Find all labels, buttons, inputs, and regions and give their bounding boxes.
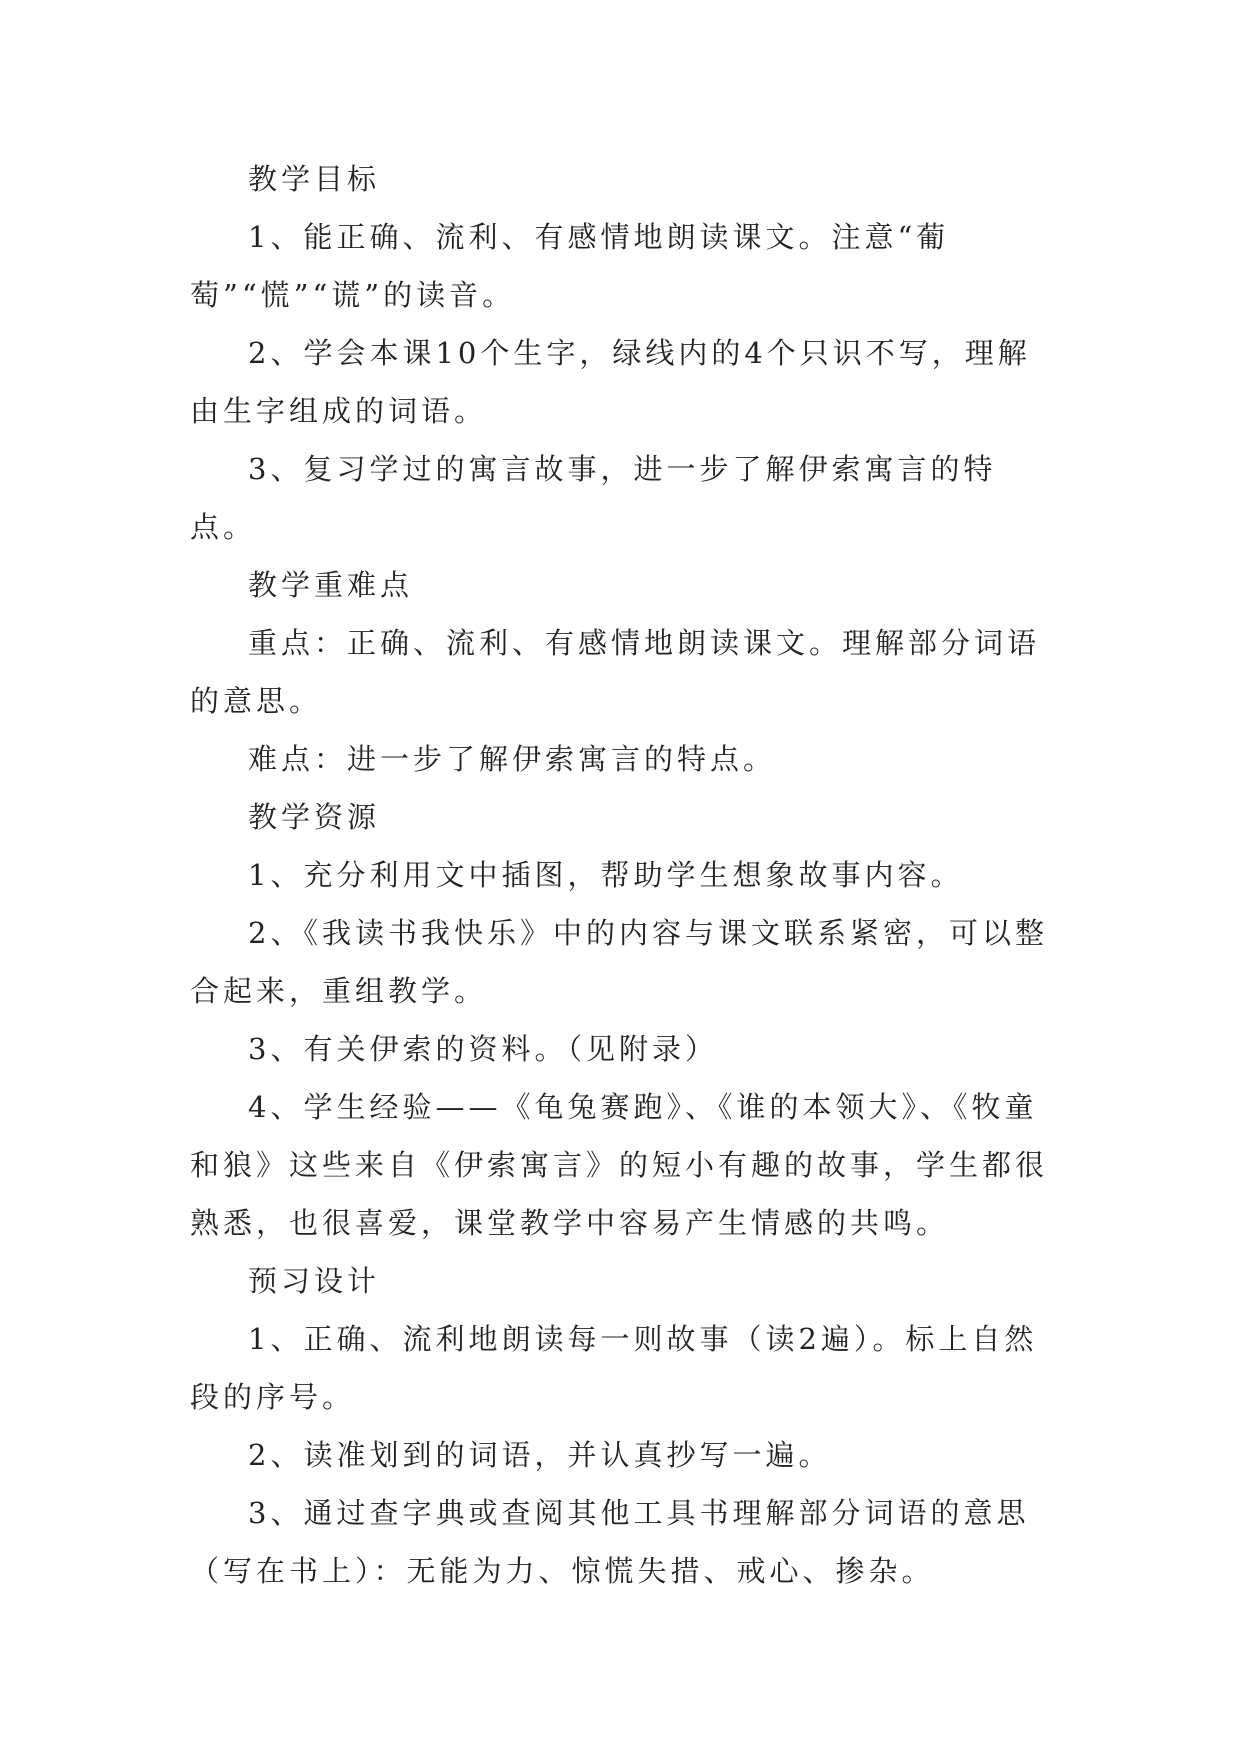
section-heading-teaching-goals: 教学目标 (248, 162, 381, 196)
goal-item-2: 2、学会本课10个生字，绿线内的4个只识不写，理解由生字组成的词语。 (190, 336, 1031, 428)
section-heading-preview: 预习设计 (248, 1264, 381, 1298)
section-heading-key-points: 教学重难点 (248, 568, 414, 602)
resource-item-1: 1、充分利用文中插图，帮助学生想象故事内容。 (248, 858, 964, 892)
key-point: 重点：正确、流利、有感情地朗读课文。理解部分词语的意思。 (190, 626, 1041, 718)
resource-item-4: 4、学生经验——《龟兔赛跑》、《谁的本领大》、《牧童和狼》这些来自《伊索寓言》的短小有趣的故事，学生都很熟悉，也很喜爱，课堂教学中容易产生情感的共鸣。 (190, 1090, 1049, 1240)
section-heading-resources: 教学资源 (248, 800, 381, 834)
goal-item-3: 3、复习学过的寓言故事，进一步了解伊索寓言的特点。 (190, 452, 997, 544)
document-body (190, 150, 1050, 1600)
resource-item-3: 3、有关伊索的资料。（见附录） (248, 1032, 718, 1066)
preview-item-1: 1、正确、流利地朗读每一则故事（读2遍）。标上自然段的序号。 (190, 1322, 1038, 1414)
preview-item-2: 2、读准划到的词语，并认真抄写一遍。 (248, 1438, 832, 1472)
resource-item-2: 2、《我读书我快乐》中的内容与课文联系紧密，可以整合起来，重组教学。 (190, 916, 1048, 1008)
goal-item-1: 1、能正确、流利、有感情地朗读课文。注意“葡萄”“慌”“谎”的读音。 (190, 220, 950, 312)
difficult-point: 难点：进一步了解伊索寓言的特点。 (248, 742, 777, 776)
preview-item-3: 3、通过查字典或查阅其他工具书理解部分词语的意思（写在书上）：无能为力、惊慌失措、戒心、掺杂。 (190, 1496, 1030, 1588)
